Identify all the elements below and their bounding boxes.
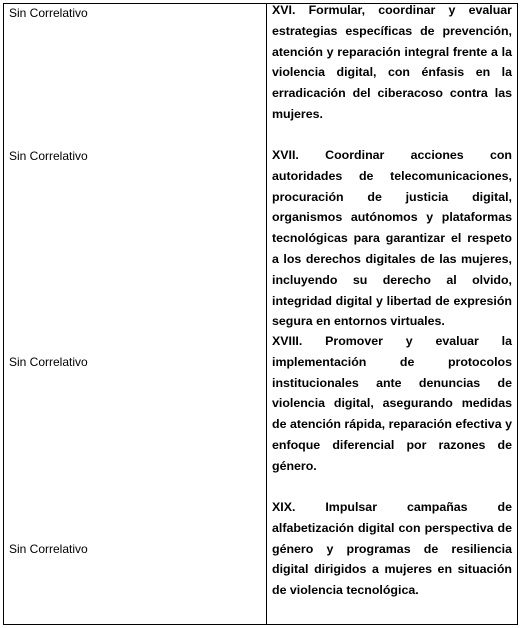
left-cell-row-3: Sin Correlativo (9, 355, 88, 369)
right-cell-row-1: XVI. Formular, coordinar y evaluar estrategias específicas de prevención, atención y reparación integral frente a la violencia digital, con énfasis en la erradicación del ciberacoso contra las mujeres. (272, 3, 512, 121)
left-cell-row-2: Sin Correlativo (9, 149, 88, 163)
right-cell-row-3: XVIII. Promover y evaluar la implementación de protocolos institucionales ante denuncias de violencia digital, asegurando medidas de atención rápida, reparación efectiva y enfoque diferencial por razones de género. (272, 334, 512, 473)
left-cell-row-1: Sin Correlativo (9, 6, 88, 20)
column-divider (266, 3, 267, 625)
right-cell-row-2: XVII. Coordinar acciones con autoridades de telecomunicaciones, procuración de justicia digital, organismos autónomos y plataformas tecnológicas para garantizar el respeto a los derechos digitales de las mujeres, incluyendo su derecho al olvido, integridad digital y libertad de expresión segura en entornos virtuales. (272, 148, 512, 329)
right-cell-row-4: XIX. Impulsar campañas de alfabetización digital con perspectiva de género y programas de resiliencia digital dirigidos a mujeres en situación de violencia tecnológica. (272, 500, 512, 598)
left-cell-row-4: Sin Correlativo (9, 542, 88, 556)
